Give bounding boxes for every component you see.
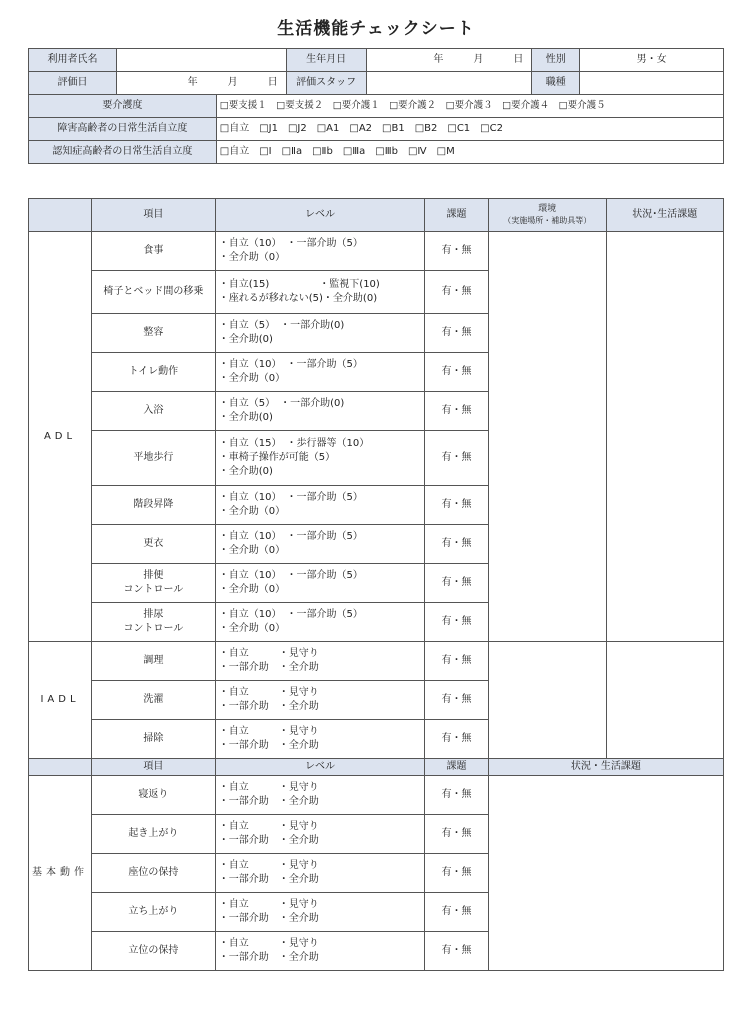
item-cell (92, 486, 216, 525)
care-level-label: 要介護度 (29, 95, 217, 118)
level-line: ・自立 ・見守り (218, 648, 319, 659)
level-cell[interactable] (215, 815, 424, 854)
col-status-header: 状況･生活課題 (606, 199, 723, 232)
level-line: ・自立（10） ・一部介助（5） (218, 492, 363, 503)
level-line: ・自立 ・見守り (218, 821, 319, 832)
level-line: ・車椅子操作が可能（5） (218, 452, 336, 463)
issue-cell[interactable]: 有・無 (425, 353, 489, 392)
item-cell (92, 932, 216, 971)
item-cell (92, 392, 216, 431)
item-label: 立位の保持 (128, 945, 179, 956)
level-line: ・自立（10） ・一部介助（5） (218, 359, 363, 370)
basic-header-item: 項目 (92, 759, 216, 776)
level-line: ・自立 ・見守り (218, 726, 319, 737)
item-cell (92, 431, 216, 486)
level-line: ・一部介助 ・全介助 (218, 835, 319, 846)
sex-label: 性別 (532, 49, 580, 72)
level-cell[interactable] (215, 353, 424, 392)
iadl-env-cell[interactable] (488, 642, 606, 759)
item-cell (92, 815, 216, 854)
table-row (29, 642, 724, 681)
level-cell[interactable] (215, 854, 424, 893)
basic-status-cell[interactable] (488, 776, 723, 971)
col-group-header (29, 199, 92, 232)
item-label: 寝返り (138, 789, 169, 800)
item-label: 洗濯 (143, 694, 164, 705)
issue-cell[interactable]: 有・無 (425, 525, 489, 564)
level-line: ・全介助（0） (218, 623, 286, 634)
level-cell[interactable] (215, 642, 424, 681)
item-label: 平地歩行 (133, 452, 174, 463)
level-cell[interactable] (215, 314, 424, 353)
eval-staff-field[interactable] (366, 72, 532, 95)
item-label: 排便 (143, 570, 164, 581)
level-line: ・自立 ・見守り (218, 899, 319, 910)
issue-cell[interactable]: 有・無 (425, 232, 489, 271)
issue-cell[interactable]: 有・無 (425, 932, 489, 971)
basic-header-issue: 課題 (425, 759, 489, 776)
level-line: ・全介助（0） (218, 252, 286, 263)
issue-cell[interactable]: 有・無 (425, 854, 489, 893)
item-cell (92, 681, 216, 720)
level-cell[interactable] (215, 431, 424, 486)
item-label: トイレ動作 (128, 366, 179, 377)
function-table (28, 198, 724, 971)
basic-header-status: 状況・生活課題 (488, 759, 723, 776)
item-cell (92, 720, 216, 759)
item-cell (92, 642, 216, 681)
user-name-field[interactable] (116, 49, 286, 72)
care-level-options[interactable]: □要支援１ □要支援２ □要介護１ □要介護２ □要介護３ □要介護４ □要介護５ (216, 95, 723, 118)
level-line: ・全介助(0) (218, 412, 273, 423)
item-cell (92, 271, 216, 314)
level-line: ・一部介助 ・全介助 (218, 913, 319, 924)
col-env-title: 環境 (538, 204, 557, 214)
iadl-group-label: IADL (29, 642, 92, 759)
item-cell (92, 776, 216, 815)
level-line: ・自立（10） ・一部介助（5） (218, 238, 363, 249)
item-label: 入浴 (143, 405, 164, 416)
item-cell (92, 854, 216, 893)
dementia-independence-label: 認知症高齢者の日常生活自立度 (29, 141, 217, 164)
level-cell[interactable] (215, 681, 424, 720)
level-line: ・自立（10） ・一部介助（5） (218, 609, 363, 620)
adl-env-cell[interactable] (488, 232, 606, 642)
col-env-header (488, 199, 606, 232)
item-cell (92, 564, 216, 603)
level-line: ・全介助（0） (218, 584, 286, 595)
issue-cell[interactable]: 有・無 (425, 893, 489, 932)
item-label: 掃除 (143, 733, 164, 744)
item-cell (92, 525, 216, 564)
issue-cell[interactable]: 有・無 (425, 314, 489, 353)
level-line: ・一部介助 ・全介助 (218, 701, 319, 712)
level-line: ・自立 ・見守り (218, 687, 319, 698)
level-line: ・一部介助 ・全介助 (218, 952, 319, 963)
level-line: ・自立 ・見守り (218, 860, 319, 871)
level-cell[interactable] (215, 932, 424, 971)
item-label: 整容 (143, 327, 164, 338)
user-name-label: 利用者氏名 (29, 49, 117, 72)
level-line: ・自立 ・見守り (218, 782, 319, 793)
level-cell[interactable] (215, 564, 424, 603)
level-line: ・全介助(0) (218, 466, 273, 477)
level-cell[interactable] (215, 486, 424, 525)
item-label: 調理 (143, 655, 164, 666)
issue-cell[interactable]: 有・無 (425, 642, 489, 681)
birth-field[interactable]: 年 月 日 (366, 49, 532, 72)
level-line: ・自立（5） ・一部介助(0) (218, 320, 345, 331)
item-label: 椅子とベッド間の移乗 (103, 286, 204, 297)
level-line: ・全介助(0) (218, 334, 273, 345)
level-cell[interactable] (215, 776, 424, 815)
level-line: ・自立(15) ・監視下(10) (218, 279, 380, 290)
level-cell[interactable] (215, 720, 424, 759)
issue-cell[interactable]: 有・無 (425, 392, 489, 431)
table-row (29, 232, 724, 271)
level-line: ・一部介助 ・全介助 (218, 740, 319, 751)
issue-cell[interactable]: 有・無 (425, 776, 489, 815)
item-cell (92, 893, 216, 932)
item-label: 起き上がり (128, 828, 179, 839)
level-line: ・自立（10） ・一部介助（5） (218, 570, 363, 581)
dementia-independence-options[interactable]: □自立 □Ⅰ □Ⅱa □Ⅱb □Ⅲa □Ⅲb □Ⅳ □M (216, 141, 723, 164)
col-level-header: レベル (215, 199, 424, 232)
item-label-sub: コントロール (123, 623, 184, 634)
level-line: ・自立（5） ・一部介助(0) (218, 398, 345, 409)
item-cell (92, 353, 216, 392)
item-label: 更衣 (143, 538, 164, 549)
level-line: ・座れるが移れない(5)・全介助(0) (218, 293, 378, 304)
level-cell[interactable] (215, 232, 424, 271)
adl-status-cell[interactable] (606, 232, 723, 642)
item-label: 座位の保持 (128, 867, 179, 878)
eval-date-label: 評価日 (29, 72, 117, 95)
level-line: ・一部介助 ・全介助 (218, 796, 319, 807)
issue-cell[interactable]: 有・無 (425, 815, 489, 854)
eval-date-field[interactable]: 年 月 日 (116, 72, 286, 95)
issue-cell[interactable]: 有・無 (425, 431, 489, 486)
issue-cell[interactable]: 有・無 (425, 603, 489, 642)
issue-cell[interactable]: 有・無 (425, 486, 489, 525)
iadl-status-cell[interactable] (606, 642, 723, 759)
level-line: ・自立（10） ・一部介助（5） (218, 531, 363, 542)
adl-group-label: ADL (29, 232, 92, 642)
table-row (29, 776, 724, 815)
level-line: ・自立 ・見守り (218, 938, 319, 949)
basic-header-group (29, 759, 92, 776)
disabled-independence-label: 障害高齢者の日常生活自立度 (29, 118, 217, 141)
basic-group-label: 基本動作 (29, 776, 92, 971)
level-line: ・一部介助 ・全介助 (218, 874, 319, 885)
issue-cell[interactable]: 有・無 (425, 564, 489, 603)
col-issue-header: 課題 (425, 199, 489, 232)
level-line: ・一部介助 ・全介助 (218, 662, 319, 673)
job-label: 職種 (532, 72, 580, 95)
page-title: 生活機能チェックシート (277, 19, 475, 39)
item-cell (92, 603, 216, 642)
item-label-sub: コントロール (123, 584, 184, 595)
level-line: ・全介助（0） (218, 545, 286, 556)
level-cell[interactable] (215, 392, 424, 431)
level-cell[interactable] (215, 525, 424, 564)
job-field[interactable] (580, 72, 724, 95)
col-env-subtitle: （実施場所・補助具等） (503, 216, 592, 225)
disabled-independence-options[interactable]: □自立 □J1 □J2 □A1 □A2 □B1 □B2 □C1 □C2 (216, 118, 723, 141)
col-item-header: 項目 (92, 199, 216, 232)
level-line: ・自立（15） ・歩行器等（10） (218, 438, 370, 449)
sex-field[interactable]: 男・女 (580, 49, 724, 72)
item-cell (92, 314, 216, 353)
item-label: 排尿 (143, 609, 164, 620)
item-label: 食事 (143, 245, 164, 256)
level-cell[interactable] (215, 603, 424, 642)
issue-cell[interactable]: 有・無 (425, 681, 489, 720)
item-cell (92, 232, 216, 271)
level-cell[interactable] (215, 271, 424, 314)
basic-header-level: レベル (215, 759, 424, 776)
level-line: ・全介助（0） (218, 506, 286, 517)
level-cell[interactable] (215, 893, 424, 932)
birth-label: 生年月日 (286, 49, 366, 72)
issue-cell[interactable]: 有・無 (425, 720, 489, 759)
level-line: ・全介助（0） (218, 373, 286, 384)
item-label: 階段昇降 (133, 499, 174, 510)
item-label: 立ち上がり (128, 906, 179, 917)
header-table (28, 48, 724, 164)
eval-staff-label: 評価スタッフ (286, 72, 366, 95)
issue-cell[interactable]: 有・無 (425, 271, 489, 314)
